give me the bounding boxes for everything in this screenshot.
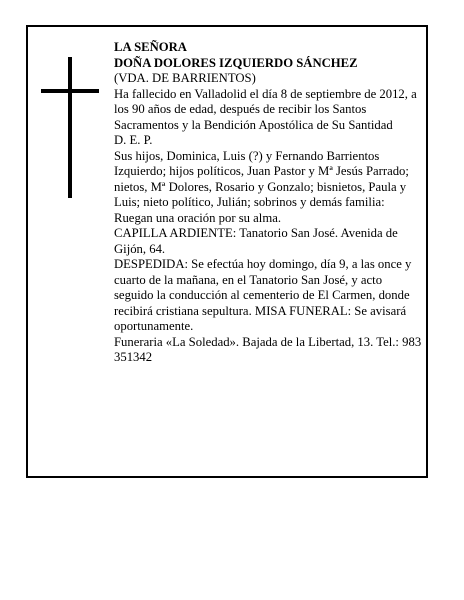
deceased-name: DOÑA DOLORES IZQUIERDO SÁNCHEZ xyxy=(114,55,358,70)
title-line: LA SEÑORA xyxy=(114,40,187,54)
funeral-home-paragraph: Funeraria «La Soledad». Bajada de la Libertad, 13. Tel.: 983 351342 xyxy=(114,334,422,364)
prayer-line: Ruegan una oración por su alma. xyxy=(114,210,282,225)
obituary-notice xyxy=(26,25,428,478)
cross-icon-bar xyxy=(41,89,99,93)
chapel-paragraph: CAPILLA ARDIENTE: Tanatorio San José. Avenida de Gijón, 64. xyxy=(114,226,398,256)
widow-note: (VDA. DE BARRIENTOS) xyxy=(114,71,256,85)
family-paragraph: Sus hijos, Dominica, Luis (?) y Fernando Barrientos Izquierdo; hijos políticos, Juan Pastor y Mª Jesús Parrado; nietos, Mª Dolores, Rosario y Gonzalo; bisnietos, Paula y Luis; nieto político, Julián; sobrinos y demás familia: xyxy=(114,148,409,209)
cross-icon xyxy=(68,57,72,198)
farewell-paragraph: DESPEDIDA: Se efectúa hoy domingo, día 9, a las once y cuarto de la mañana, en el Tanatorio San José, y acto seguido la conducción al cementerio de El Carmen, donde recibirá cristiana sepultura. MISA FUNERAL: Se avisará oportunamente. xyxy=(114,257,412,333)
obituary-text xyxy=(114,40,422,366)
death-paragraph: Ha fallecido en Valladolid el día 8 de septiembre de 2012, a los 90 años de edad, después de recibir los Santos Sacramentos y la Bendición Apostólica de Su Santidad xyxy=(114,86,417,132)
dep-line: D. E. P. xyxy=(114,133,153,147)
